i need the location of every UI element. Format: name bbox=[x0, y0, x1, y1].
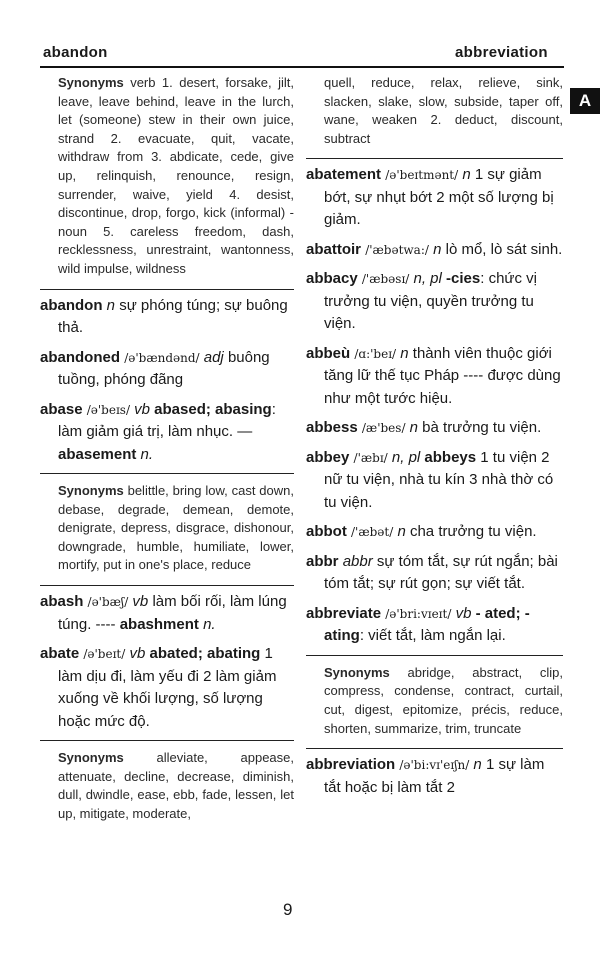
running-head-right: abbreviation bbox=[455, 44, 548, 61]
synonyms-abbreviate: Synonyms abridge, abstract, clip, compress, condense, contract, curtail, cut, digest, epitomize, précis, reduce, shorten, summarize, trim, truncate bbox=[324, 664, 563, 736]
entry-abbe: abbeù /ɑ:'beɪ/ n thành viên thuộc giới tăng lữ thế tục Pháp ---- được dùng như một tước hiệu. bbox=[306, 344, 561, 407]
synonyms-abandon: Synonyms verb 1. desert, forsake, jilt, leave, leave behind, leave in the lurch, let (someone) stew in their own juice, strand 2. evacuate, quit, vacate, withdraw from 3. abdicate, cede, give up, relinquish, renounce, resign, surrender, waive, yield 4. desist, discontinue, drop, forgo, kick (informal) -noun 5. careless freedom, dash, recklessness, unrestraint, wantonness, wild impulse, wildness bbox=[58, 75, 294, 276]
divider bbox=[40, 289, 294, 290]
entry-abandoned: abandoned /ə'bændənd/ adj buông tuồng, phóng đãng bbox=[40, 348, 270, 389]
entry-abbr: abbr abbr sự tóm tắt, sự rút ngắn; bài tóm tắt; sự rút gọn; sự viết tắt. bbox=[306, 552, 558, 593]
divider bbox=[40, 740, 294, 741]
divider bbox=[40, 473, 294, 474]
entry-abbreviate: abbreviate /ə'bri:vɪeɪt/ vb - ated; -ating: viết tắt, làm ngắn lại. bbox=[306, 604, 530, 645]
entry-abbey: abbey /'æbɪ/ n, pl abbeys 1 tu viện 2 nữ tu viện, nhà tu kín 3 nhà thờ có tu viện. bbox=[306, 448, 554, 511]
page-number: 9 bbox=[283, 900, 293, 919]
header-rule bbox=[40, 66, 564, 68]
entry-abbreviation: abbreviation /ə'bi:vɪ'eɪʃn/ n 1 sự làm tắt hoặc bị làm tắt 2 bbox=[306, 756, 545, 796]
running-head-left: abandon bbox=[43, 44, 108, 61]
entry-abbot: abbot /'æbət/ n cha trưởng tu viện. bbox=[306, 523, 537, 541]
entry-abatement: abatement /ə'beɪtmənt/ n 1 sự giảm bớt, sự nhụt bớt 2 một số lượng bị giảm. bbox=[306, 166, 554, 229]
synonyms-abase: Synonyms belittle, bring low, cast down, debase, degrade, demean, demote, denigrate, depress, disgrace, dishonour, downgrade, humble, humiliate, lower, mortify, put in one's place, reduce bbox=[58, 483, 294, 573]
entry-abandon: abandon n sự phóng túng; sự buông thả. bbox=[40, 296, 288, 337]
divider bbox=[306, 748, 563, 749]
divider bbox=[306, 655, 563, 656]
entry-abase: abase /ə'beɪs/ vb abased; abasing: làm giảm giá trị, làm nhục. — abasement n. bbox=[40, 400, 276, 463]
entry-abash: abash /ə'bæʃ/ vb làm bối rối, làm lúng túng. ---- abashment n. bbox=[40, 593, 287, 633]
synonyms-abate-continued: quell, reduce, relax, relieve, sink, slacken, slake, slow, subside, taper off, wane, weaken 2. deduct, discount, subtract bbox=[324, 75, 563, 146]
right-column bbox=[306, 70, 563, 806]
divider bbox=[40, 585, 294, 586]
letter-tab: A bbox=[570, 88, 600, 114]
left-column bbox=[40, 70, 294, 829]
entry-abattoir: abattoir /'æbətwa:/ n lò mổ, lò sát sinh. bbox=[306, 240, 563, 258]
divider bbox=[306, 158, 563, 159]
synonyms-abate: Synonyms alleviate, appease, attenuate, decline, decrease, diminish, dull, dwindle, ease, ebb, fade, lessen, let up, mitigate, moderate, bbox=[58, 750, 294, 821]
entry-abbacy: abbacy /'æbəsɪ/ n, pl -cies: chức vị trưởng tu viện, quyền trưởng tu viện. bbox=[306, 270, 537, 333]
entry-abbess: abbess /æ'bes/ n bà trưởng tu viện. bbox=[306, 419, 542, 437]
entry-abate: abate /ə'beɪt/ vb abated; abating 1 làm dịu đi, làm yếu đi 2 làm giảm xuống về khối lượng, số lượng hoặc mức độ. bbox=[40, 645, 277, 730]
